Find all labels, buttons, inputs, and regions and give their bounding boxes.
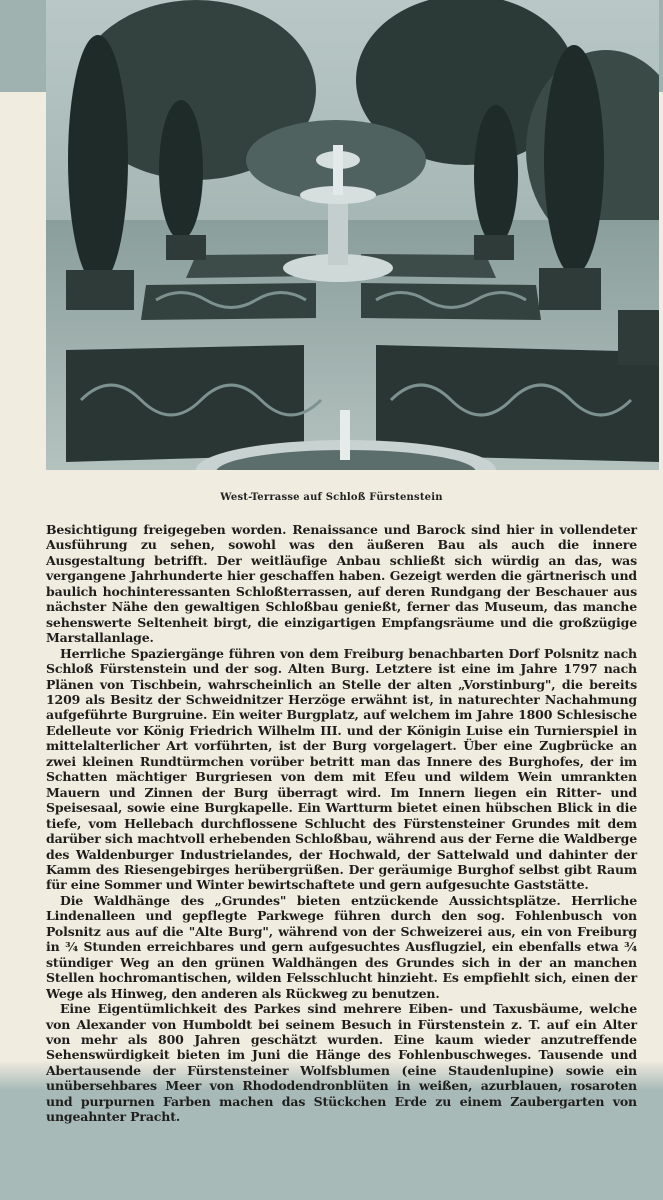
photo-caption: West-Terrasse auf Schloß Fürstenstein (220, 492, 443, 503)
paragraph-1: Besichtigung freigegeben worden. Renaissance und Barock sind hier in vollendeter Ausführung zu sehen, sowohl was den äußeren Bau als auch die innere Ausgestaltung betrifft. Der weitläufige Anbau schließt sich würdig an das, was vergangene Jahrhunderte hier geschaffen haben. Gezeigt werden die gärtnerisch und baulich hochinteressanten Schloßterrassen, auf deren Rundgang der Beschauer aus nächster Nähe den gewaltigen Schloßbau genießt, ferner das Museum, das manche sehenswerte Seltenheit birgt, die einzigartigen Empfangsräume und die großzügige Marstallanlage. (46, 522, 637, 646)
garden-terrace-photo (46, 0, 659, 470)
paragraph-4: Eine Eigentümlichkeit des Parkes sind mehrere Eiben- und Taxusbäume, welche von Alexander von Humboldt bei seinem Besuch in Fürstenstein z. T. auf ein Alter von mehr als 800 Jahren geschätzt wurden. Eine kaum wieder anzutreffende Sehenswürdigkeit bieten im Juni die Hänge des Fohlenbuschweges. Tausende und Abertausende der Fürstensteiner Wolfsblumen (eine Staudenlupine) sowie ein unübersehbares Meer von Rhododendronblüten in weißen, azurblauen, rosaroten und purpurnen Farben machen das Stückchen Erde zu einem Zaubergarten von ungeahnter Pracht. (46, 1001, 637, 1125)
paragraph-3: Die Waldhänge des „Grundes" bieten entzückende Aussichtsplätze. Herrliche Lindenalleen und gepflegte Parkwege führen durch den sog. Fohlenbusch von Polsnitz aus auf die "Alte Burg", während von der Schweizerei aus, ein von Freiburg in ¾ Stunden erreichbares und gern aufgesuchtes Ausflugziel, ein ebenfalls etwa ¾ stündiger Weg an den grünen Waldhängen des Grundes sich in der an manchen Stellen hochromantischen, wilden Felsschlucht hinzieht. Es empfiehlt sich, einen der Wege als Hinweg, den anderen als Rückweg zu benutzen. (46, 892, 637, 1001)
paragraph-2: Herrliche Spaziergänge führen von dem Freiburg benachbarten Dorf Polsnitz nach Schloß Fürstenstein und der sog. Alten Burg. Letztere ist eine im Jahre 1797 nach Plänen von Tischbein, wahrscheinlich an Stelle der alten „Vorstinburg", die bereits 1209 als Besitz der Schweidnitzer Herzöge erwähnt ist, in naturechter Nachahmung aufgeführte Burgruine. Ein weiter Burgplatz, auf welchem im Jahre 1800 Schlesische Edelleute vor König Friedrich Wilhelm III. und der Königin Luise ein Turnierspiel in mittelalterlicher Art vorführten, ist der Burg vorgelagert. Über eine Zugbrücke an zwei kleinen Rundtürmchen vorüber betritt man das Innere des Burghofes, der im Schatten mächtiger Burgriesen von dem mit Efeu und wildem Wein umrankten Mauern und Zinnen der Burg überragt wird. Im Innern liegen ein Ritter- und Speisesaal, sowie eine Burgkapelle. Ein Wartturm bietet einen hübschen Blick in die tiefe, vom Hellebach durchflossene Schlucht des Fürstensteiner Grundes mit dem darüber sich machtvoll erhebenden Schloßbau, während aus der Ferne die Waldberge des Waldenburger Industrielandes, der Hochwald, der Sattelwald und dahinter der Kamm des Riesengebirges herübergrüßen. Der geräumige Burghof selbst gibt Raum für eine Sommer und Winter bewirtschaftete und gern aufgesuchte Gaststätte. (46, 645, 637, 893)
body-text (46, 522, 637, 1125)
